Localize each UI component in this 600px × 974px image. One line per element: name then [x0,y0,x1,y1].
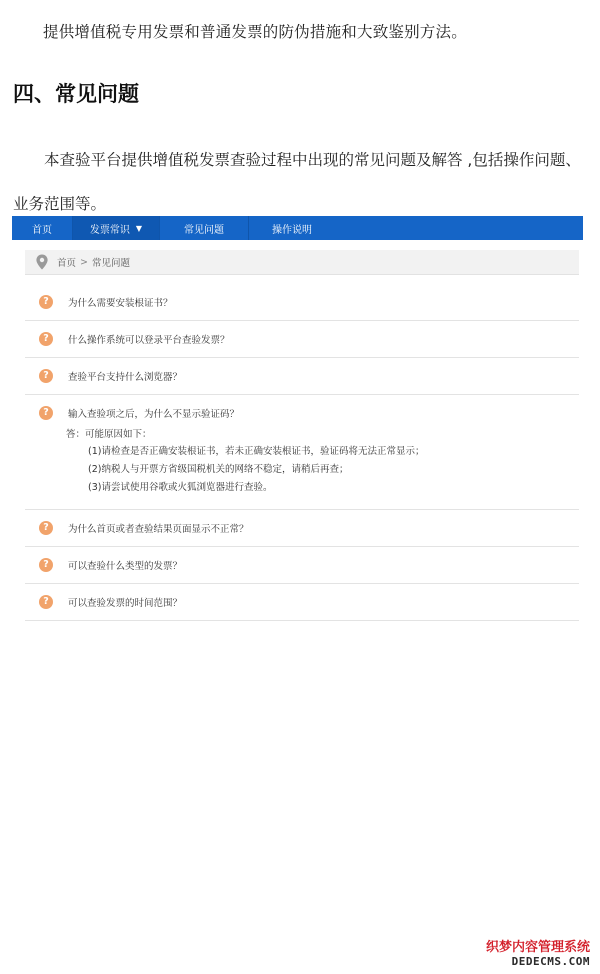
faq-item-expanded [25,395,579,510]
faq-item [25,321,579,358]
faq-question-row[interactable] [25,584,579,620]
faq-list [25,284,579,621]
faq-question-row[interactable] [25,547,579,583]
nav-label: 发票常识 [89,224,130,236]
answer-lead: 答：可能原因如下： [66,429,152,440]
faq-question: 查验平台支持什么浏览器？ [68,372,183,383]
faq-question: 什么操作系统可以登录平台查验发票？ [68,335,230,346]
faq-item [25,284,579,321]
breadcrumb-separator: > [80,256,88,268]
breadcrumb-home-link[interactable]: 首页 [57,258,77,269]
watermark-en: DEDECMS.COM [511,955,590,968]
top-nav-bar [12,216,583,240]
faq-question: 输入查验项之后，为什么不显示验证码？ [68,409,240,420]
faq-question: 为什么需要安装根证书？ [68,298,173,309]
nav-label: 常见问题 [184,224,224,236]
faq-question: 可以查验发票的时间范围？ [68,598,183,609]
answer-line: (1)请检查是否正确安装根证书，若未正确安装根证书，验证码将无法正常显示； [88,446,425,457]
faq-question-row[interactable] [25,358,579,394]
section-heading: 四、常见问题 [13,82,139,106]
faq-question-row[interactable] [25,284,579,320]
faq-item [25,584,579,621]
location-pin-icon [33,253,51,271]
faq-item [25,510,579,547]
breadcrumb [25,250,579,275]
nav-label: 操作说明 [272,224,312,236]
nav-item-home[interactable] [12,216,73,240]
faq-answer [25,425,579,509]
question-mark-icon: ? [39,406,53,420]
question-mark-icon: ? [39,595,53,609]
question-mark-icon: ? [39,369,53,383]
nav-item-invoice-knowledge[interactable] [73,216,160,240]
embedded-screenshot [12,216,583,616]
watermark-cn: 织梦内容管理系统 [485,940,590,955]
section-paragraph: 本查验平台提供增值税发票查验过程中出现的常见问题及解答 ,包括操作问题、业务范围等。 [13,151,581,213]
question-mark-icon: ? [39,332,53,346]
faq-question-row[interactable] [25,510,579,546]
question-mark-icon: ? [39,521,53,535]
nav-item-faq[interactable] [160,216,249,240]
breadcrumb-current: 常见问题 [91,258,130,269]
nav-label: 首页 [32,224,52,236]
faq-question-row[interactable] [25,321,579,357]
nav-item-instructions[interactable] [249,216,335,240]
intro-line: 提供增值税专用发票和普通发票的防伪措施和大致鉴别方法。 [43,23,467,41]
answer-line: (3)请尝试使用谷歌或火狐浏览器进行查验。 [88,482,273,493]
faq-question: 为什么首页或者查验结果页面显示不正常？ [68,524,249,535]
faq-question: 可以查验什么类型的发票？ [68,561,183,572]
faq-item [25,358,579,395]
answer-line: (2)纳税人与开票方省级国税机关的网络不稳定，请稍后再查； [88,464,349,475]
chevron-down-icon: ▼ [135,223,143,233]
question-mark-icon: ? [39,295,53,309]
faq-item [25,547,579,584]
watermark-logo [486,940,590,968]
question-mark-icon: ? [39,558,53,572]
